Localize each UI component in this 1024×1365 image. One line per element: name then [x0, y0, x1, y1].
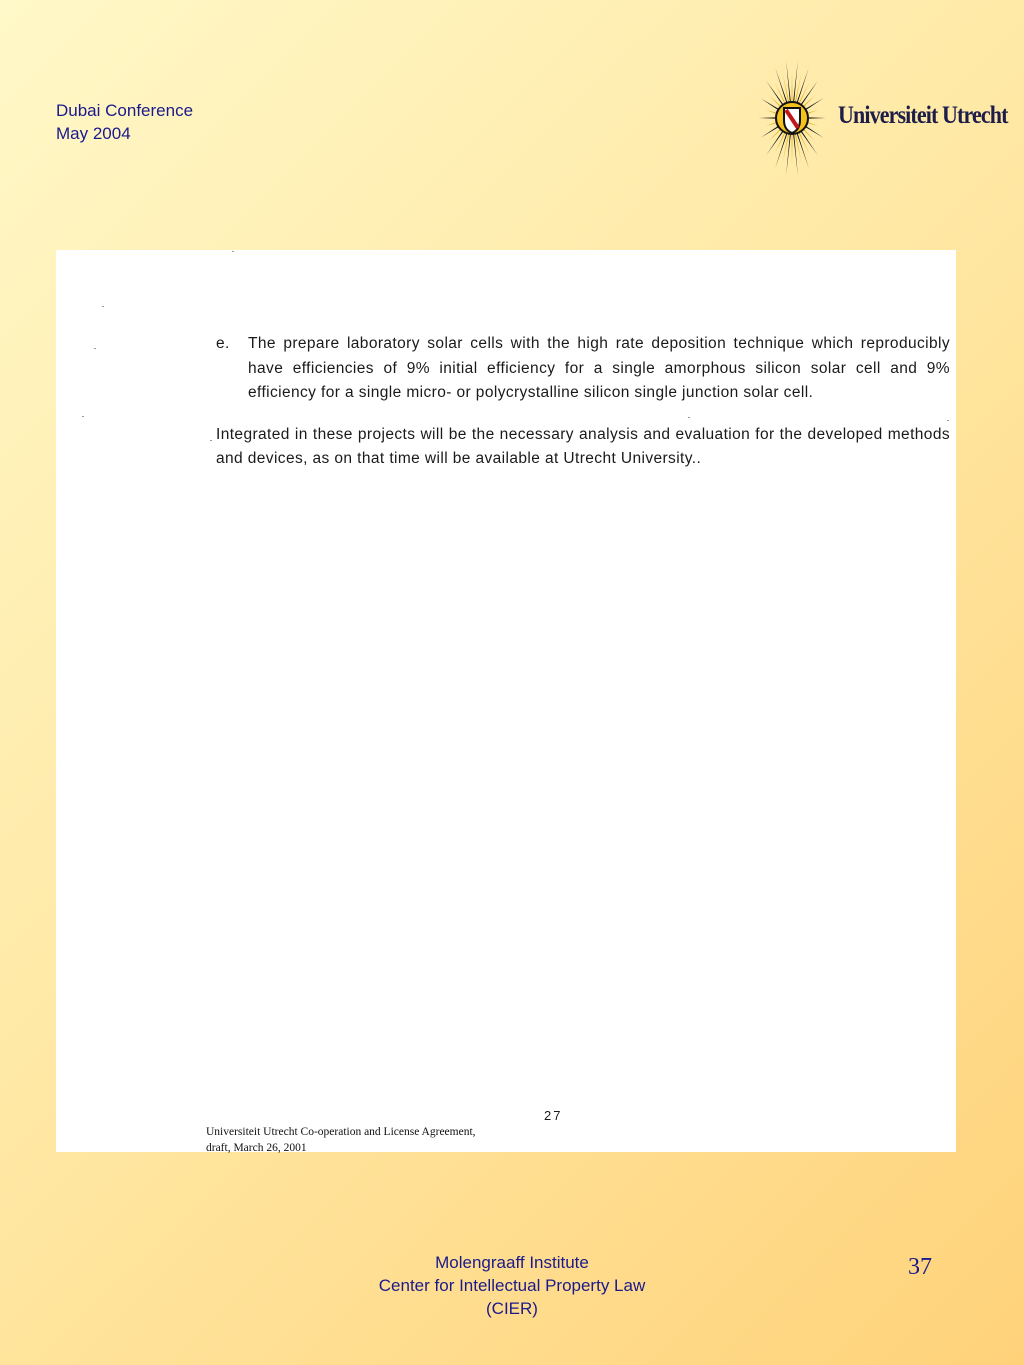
scan-speck: [210, 440, 212, 441]
seal-ray: [792, 72, 793, 101]
seal-ray: [775, 132, 787, 168]
list-item-text: The prepare laboratory solar cells with the high rate deposition technique which reproducibly have efficiencies of 9% initial efficiency for a single amorphous silicon solar cell and 9% efficiency for a single micro- or polycrystalline silicon single junction solar cell.: [248, 335, 950, 401]
institute-center: Center for Intellectual Property Law: [378, 1276, 646, 1295]
scan-speck: [82, 416, 84, 417]
university-name: Universiteit Utrecht: [838, 102, 1008, 129]
slide-number: 37: [908, 1254, 932, 1280]
list-item-marker: e.: [216, 335, 230, 352]
seal-ray: [796, 68, 808, 104]
institute-footer: [312, 1251, 712, 1320]
document-page-number: 27: [544, 1108, 563, 1123]
seal-ray: [792, 135, 793, 164]
document-footer: [206, 1124, 476, 1156]
scan-speck: [102, 306, 104, 307]
conference-header: [56, 99, 193, 145]
university-seal-icon: [756, 58, 828, 178]
document-footer-line2: draft, March 26, 2001: [206, 1142, 307, 1154]
scan-speck: [94, 348, 96, 349]
list-item: [216, 332, 950, 406]
seal-ray: [775, 68, 787, 104]
institute-abbreviation: (CIER): [486, 1299, 538, 1318]
conference-date: May 2004: [56, 124, 131, 143]
document-footer-line1: Universiteit Utrecht Co-operation and License Agreement,: [206, 1126, 476, 1138]
institute-name: Molengraaff Institute: [435, 1253, 589, 1272]
university-logo: [756, 58, 1006, 178]
scanned-document-page: [56, 250, 956, 1152]
scan-speck: [232, 251, 234, 252]
conference-title: Dubai Conference: [56, 101, 194, 120]
body-paragraph: Integrated in these projects will be the necessary analysis and evaluation for the developed methods and devices, as on that time will be available at Utrecht University..: [216, 425, 950, 467]
document-body: [216, 332, 950, 472]
seal-ray: [796, 132, 808, 168]
